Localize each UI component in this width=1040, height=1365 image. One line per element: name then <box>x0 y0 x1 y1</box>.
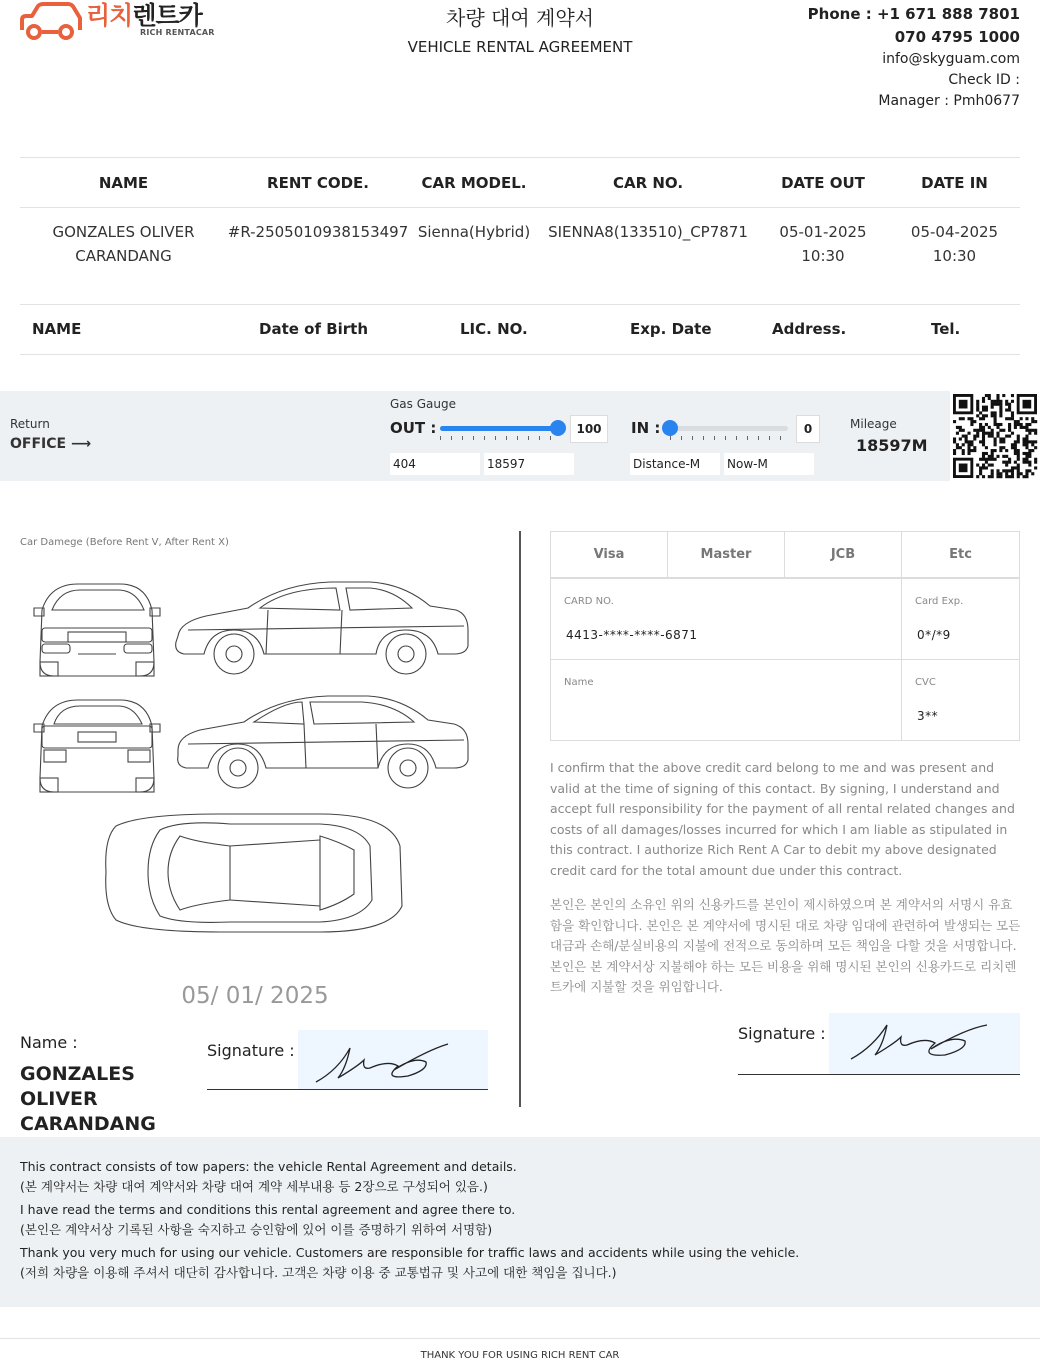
contact-check-id: Check ID : <box>948 72 1020 88</box>
col-header: LIC. NO. <box>460 320 528 338</box>
card-name-cell[interactable] <box>550 659 902 741</box>
qr-code-icon <box>950 391 1040 481</box>
col-header: CAR NO. <box>539 158 757 208</box>
card-type-jcb[interactable]: JCB <box>784 531 902 578</box>
col-header: CAR MODEL. <box>409 158 539 208</box>
date-in: 05-04-2025 10:30 <box>910 223 999 265</box>
card-number: 4413-****-****-6871 <box>566 628 698 642</box>
damage-date: 05/ 01/ 2025 <box>181 983 329 1009</box>
fuel-in-label: IN : <box>631 419 661 437</box>
car-front-view-icon <box>34 584 160 676</box>
car-damage-diagram <box>20 570 490 940</box>
card-exp-label: Card Exp. <box>915 596 964 607</box>
fuel-out-slider[interactable] <box>440 418 558 438</box>
page-title-en: VEHICLE RENTAL AGREEMENT <box>407 38 633 56</box>
col-header: RENT CODE. <box>227 158 409 208</box>
card-type-master[interactable]: Master <box>667 531 785 578</box>
card-exp: 0*/*9 <box>917 628 951 642</box>
gas-gauge-label: Gas Gauge <box>390 397 456 411</box>
signature-label: Signature : <box>207 1041 295 1060</box>
col-header: Address. <box>772 320 847 338</box>
fuel-out-label: OUT : <box>390 419 437 437</box>
in-now-field[interactable]: Now-M <box>724 453 814 475</box>
car-side-view-icon <box>176 582 468 674</box>
date-out: 05-01-2025 10:30 <box>779 223 867 265</box>
slider-thumb[interactable] <box>662 420 678 436</box>
card-exp-cell[interactable] <box>901 578 1020 660</box>
table-header-row <box>20 305 1020 355</box>
in-distance-field[interactable]: Distance-M <box>630 453 720 475</box>
footer-divider <box>0 1338 1040 1339</box>
card-number-label: CARD NO. <box>564 596 614 607</box>
brand-name-en: RICH RENTACAR <box>140 28 215 37</box>
card-signature-pad[interactable] <box>829 1013 1020 1074</box>
terms-text: I have read the terms and conditions this rental agreement and agree there to. (본인은 계약서상 기록된 사항을 숙지하고 승인함에 있어 이를 증명하기 위하여 서명함) <box>20 1202 516 1237</box>
renter-name: GONZALES OLIVER CARANDANG <box>52 223 195 265</box>
contact-block <box>808 3 1020 112</box>
card-type-visa[interactable]: Visa <box>550 531 668 578</box>
contact-phone: Phone : +1 671 888 7801 <box>807 5 1020 23</box>
fuel-out-value[interactable]: 100 <box>570 415 608 443</box>
rent-code: #R-2505010938153497 <box>227 223 409 241</box>
return-location: OFFICE ⟶ <box>10 436 92 452</box>
card-signature-label: Signature : <box>738 1024 826 1043</box>
card-cvc: 3** <box>917 709 939 723</box>
mileage-label: Mileage <box>850 417 897 431</box>
consent-text-ko: 본인은 본인의 소유인 위의 신용카드를 본인이 제시하였으며 본 계약서의 서명시 유효함을 확인합니다. 본인은 본 계약서에 명시된 대로 차량 임대에 관련하여 발생되는 모든 대금과 손해/분실비용의 지불에 전적으로 동의하며 모든 책임을 다할 것을 서명합니다. 본인은 본 계약서상 지불해야 하는 모든 비용을 위해 명시된 본인의 신용카드로 리치렌트카에 지불할 것을 위임합니다. <box>550 897 1021 994</box>
card-cvc-cell[interactable] <box>901 659 1020 741</box>
fuel-in-value[interactable]: 0 <box>796 415 820 443</box>
out-distance-field[interactable]: 404 <box>390 453 480 475</box>
handwritten-signature-icon <box>298 1030 488 1090</box>
signature-underline <box>207 1089 298 1090</box>
car-rear-view-icon <box>34 700 160 792</box>
out-now-field[interactable]: 18597 <box>484 453 574 475</box>
consent-text-en: I confirm that the above credit card belong to me and was present and valid at the time of signing of this contact. By signing, I understand and accept full responsibility for the payment of all rental related changes and costs of all damages/losses incurred for which I am liable as stipulated in this contract. I authorize Rich Rent A Car to debit my above designated credit card for the total amount due under this contract. <box>550 760 1015 878</box>
signer-name-label: Name : <box>20 1033 78 1052</box>
col-header: Date of Birth <box>259 320 369 338</box>
col-header: Exp. Date <box>630 320 712 338</box>
table-header-row <box>20 158 1020 208</box>
signer-name: GONZALES OLIVER CARANDANG <box>20 1063 156 1135</box>
contact-manager: Manager : Pmh0677 <box>878 93 1020 109</box>
car-top-view-icon <box>106 814 402 932</box>
thanks-text: THANK YOU FOR USING RICH RENT CAR <box>420 1350 620 1361</box>
card-signature-underline <box>738 1074 1020 1075</box>
table-row <box>20 208 1020 306</box>
fuel-in-slider[interactable] <box>670 418 788 438</box>
car-number: SIENNA8(133510)_CP7871 <box>548 223 748 241</box>
car-side-view-icon <box>178 696 468 788</box>
terms-text: Thank you very much for using our vehicle. Customers are responsible for traffic laws and accidents while using the vehicle. (저희 차량을 이용해 주셔서 대단히 감사합니다. 고객은 차량 이용 중 교통법규 및 사고에 대한 책임을 집니다.) <box>20 1245 800 1280</box>
col-header: NAME <box>20 158 227 208</box>
car-model: Sienna(Hybrid) <box>417 223 531 241</box>
page-title-ko: 차량 대여 계약서 <box>446 6 594 30</box>
handwritten-signature-icon <box>829 1013 1020 1074</box>
mileage-value: 18597M <box>856 436 928 455</box>
col-header: NAME <box>32 320 82 338</box>
slider-thumb[interactable] <box>550 420 566 436</box>
signature-pad[interactable] <box>298 1030 488 1090</box>
terms-text: This contract consists of tow papers: the vehicle Rental Agreement and details. (본 계약서는 차량 대여 계약서와 차량 대여 계약 세부내용 등 2장으로 구성되어 있음.) <box>20 1159 517 1194</box>
fuel-mileage-band <box>0 391 1040 481</box>
terms-band <box>0 1137 1040 1307</box>
card-type-etc[interactable]: Etc <box>901 531 1020 578</box>
col-header: DATE IN <box>889 158 1020 208</box>
payment-card-section <box>550 531 1020 741</box>
rental-info-table <box>20 157 1020 306</box>
card-number-cell[interactable] <box>550 578 902 660</box>
contact-email: info@skyguam.com <box>882 51 1020 67</box>
contact-phone-2: 070 4795 1000 <box>894 28 1020 46</box>
driver-info-table <box>20 304 1020 355</box>
vertical-divider <box>519 531 521 1107</box>
col-header: DATE OUT <box>757 158 889 208</box>
header <box>0 0 1040 130</box>
brand-name-ko: 리치렌트카 <box>86 1 202 30</box>
card-cvc-label: CVC <box>915 677 936 688</box>
col-header: Tel. <box>931 320 961 338</box>
damage-label: Car Damege (Before Rent V, After Rent X) <box>20 537 229 548</box>
card-name-label: Name <box>564 677 594 688</box>
return-label: Return <box>10 417 50 431</box>
